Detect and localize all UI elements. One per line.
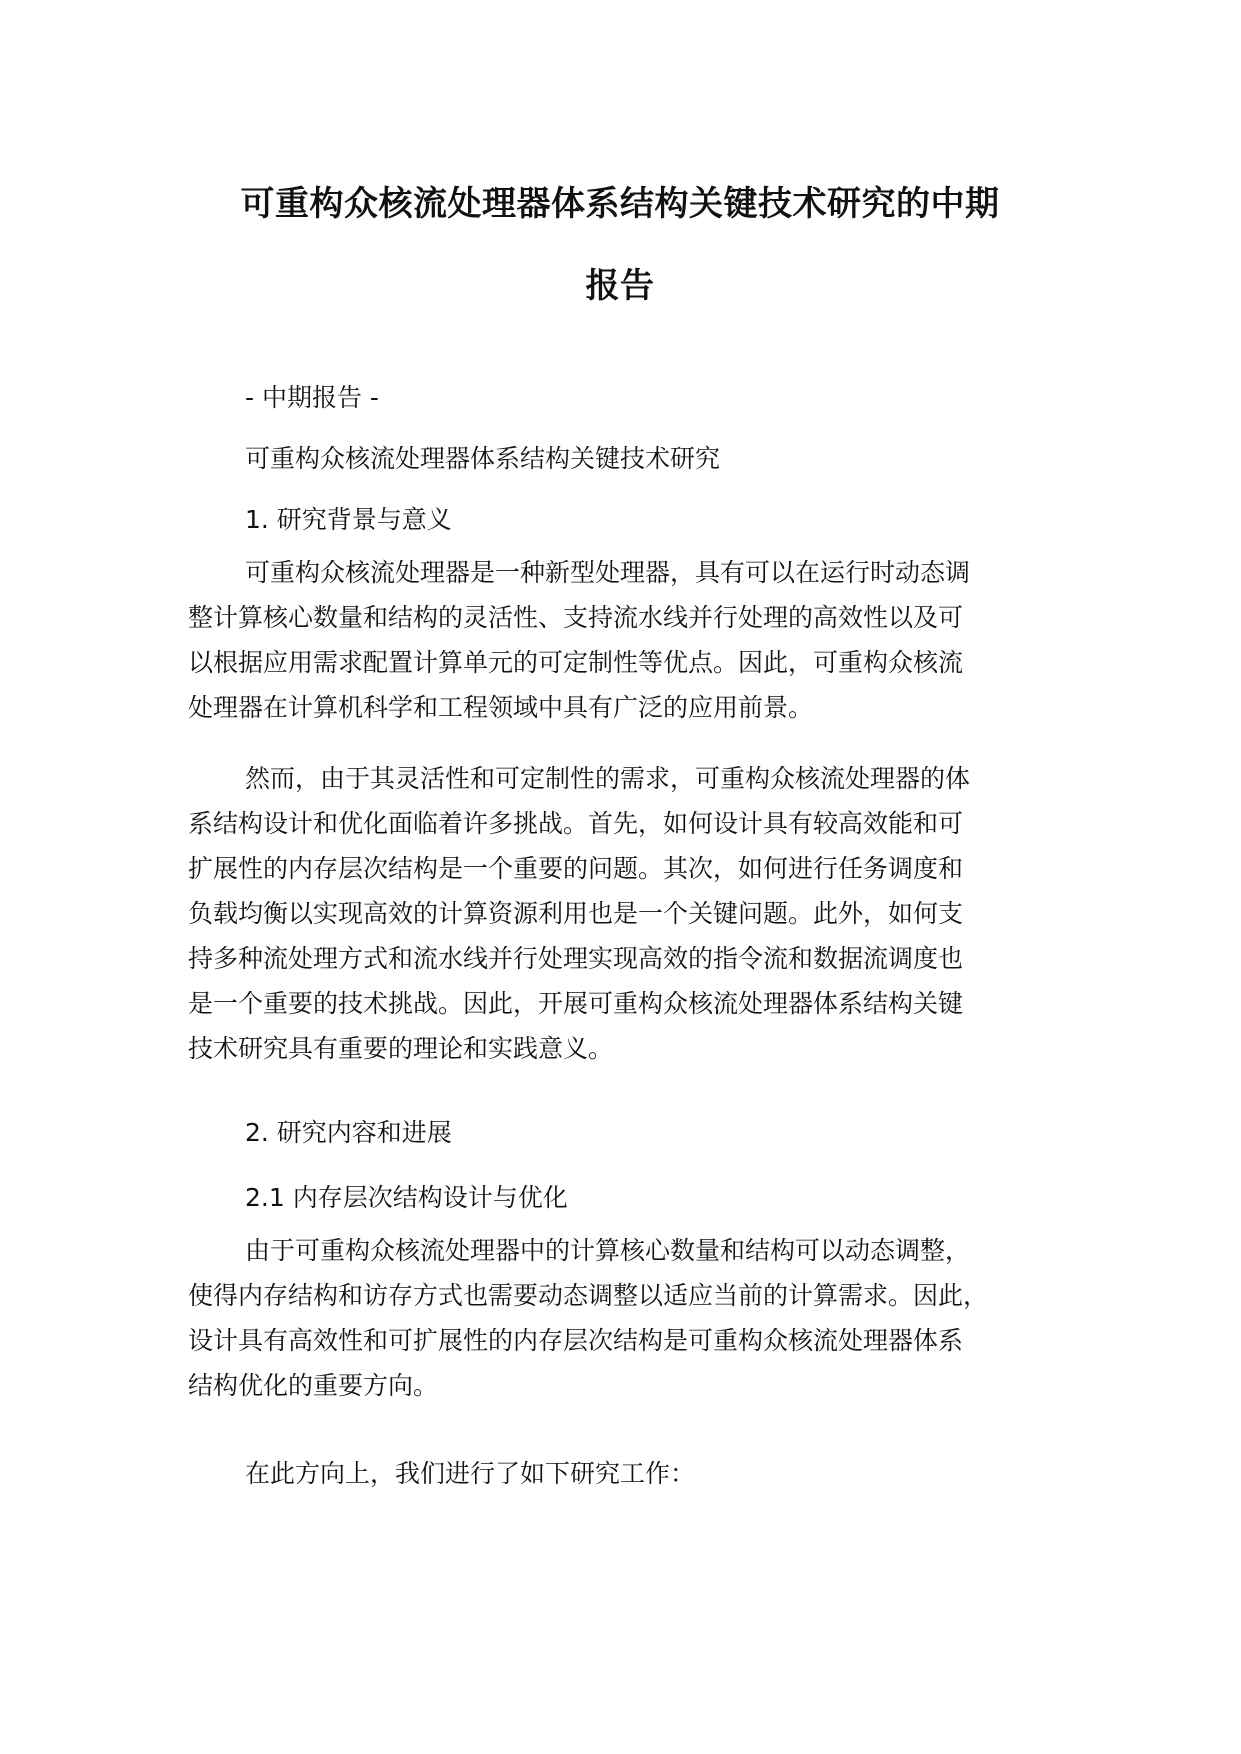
section-2-1-paragraph-2: 在此方向上，我们进行了如下研究工作： [245,1459,696,1488]
paragraph-line: 由于可重构众核流处理器中的计算核心数量和结构可以动态调整， [245,1236,971,1265]
section-2-1-paragraph-1 [188,1228,1088,1408]
paragraph-line: 是一个重要的技术挑战。因此，开展可重构众核流处理器体系结构关键 [188,989,964,1018]
section-2-heading: 2. 研究内容和进展 [245,1118,452,1147]
report-topic: 可重构众核流处理器体系结构关键技术研究 [245,444,721,473]
paragraph-line: 结构优化的重要方向。 [188,1371,439,1400]
paragraph-line: 处理器在计算机科学和工程领域中具有广泛的应用前景。 [188,693,814,722]
paragraph-line: 持多种流处理方式和流水线并行处理实现高效的指令流和数据流调度也 [188,944,964,973]
paragraph-line: 负载均衡以实现高效的计算资源利用也是一个关键问题。此外，如何支 [188,899,964,928]
document-title-line-2: 报告 [585,266,655,306]
paragraph-line: 系结构设计和优化面临着许多挑战。首先，如何设计具有较高效能和可 [188,809,964,838]
paragraph-line: 然而，由于其灵活性和可定制性的需求，可重构众核流处理器的体 [245,764,971,793]
paragraph-line: 整计算核心数量和结构的灵活性、支持流水线并行处理的高效性以及可 [188,603,964,632]
section-1-paragraph-2 [188,756,1088,1071]
paragraph-line: 扩展性的内存层次结构是一个重要的问题。其次，如何进行任务调度和 [188,854,964,883]
paragraph-line: 技术研究具有重要的理论和实践意义。 [188,1034,614,1063]
paragraph-line: 使得内存结构和访存方式也需要动态调整以适应当前的计算需求。因此， [188,1281,989,1310]
report-subtitle: - 中期报告 - [245,383,379,412]
paragraph-line: 以根据应用需求配置计算单元的可定制性等优点。因此，可重构众核流 [188,648,964,677]
paragraph-line: 设计具有高效性和可扩展性的内存层次结构是可重构众核流处理器体系 [188,1326,964,1355]
document-title-line-1: 可重构众核流处理器体系结构关键技术研究的中期 [240,184,1000,224]
section-2-1-heading: 2.1 内存层次结构设计与优化 [245,1183,568,1212]
section-1-heading: 1. 研究背景与意义 [245,505,452,534]
paragraph-line: 可重构众核流处理器是一种新型处理器，具有可以在运行时动态调 [245,558,971,587]
section-1-paragraph-1 [188,550,1088,730]
